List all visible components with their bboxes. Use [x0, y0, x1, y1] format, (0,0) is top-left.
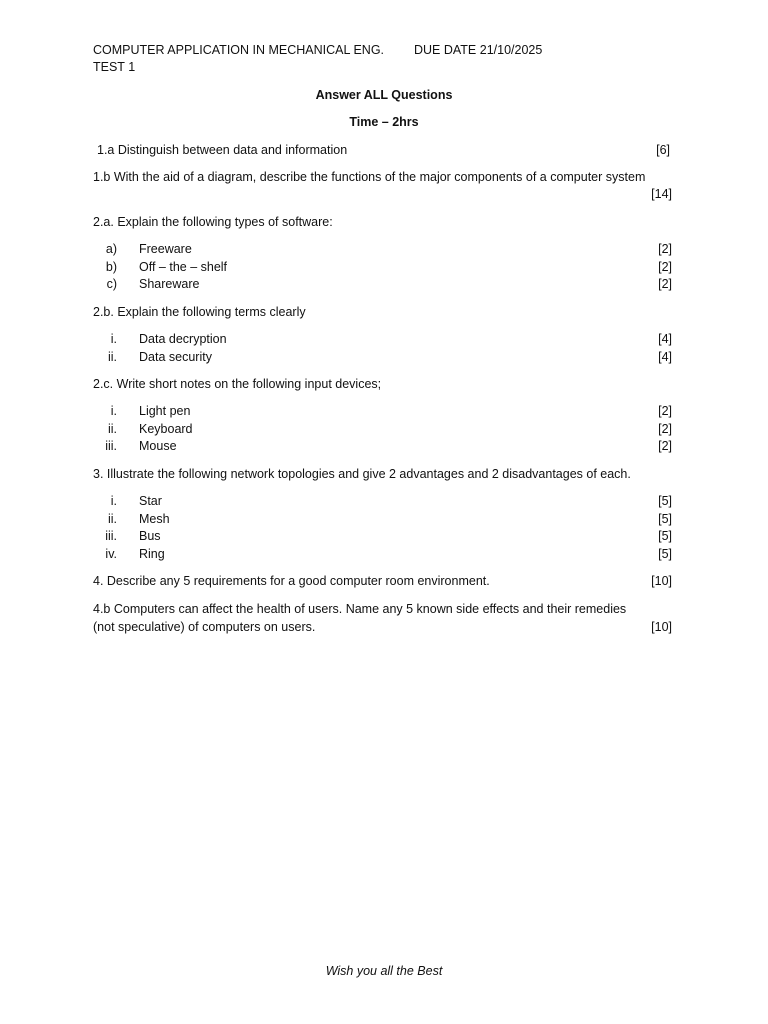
list-item-mark: [4]	[658, 332, 672, 346]
list-item: Data security	[139, 350, 212, 364]
list-label: ii.	[107, 422, 117, 436]
list-item: Keyboard	[139, 422, 193, 436]
list-label: ii.	[107, 350, 117, 364]
list-label: iii.	[105, 529, 117, 543]
question-4b-line2: (not speculative) of computers on users.	[93, 620, 316, 634]
question-2a: 2.a. Explain the following types of software:	[93, 215, 333, 229]
question-4: 4. Describe any 5 requirements for a good computer room environment.	[93, 574, 490, 588]
question-4b-line1: 4.b Computers can affect the health of users. Name any 5 known side effects and their remedies	[93, 602, 627, 616]
question-1a: 1.a Distinguish between data and information	[97, 143, 348, 157]
list-item-mark: [2]	[658, 422, 672, 436]
course-title: COMPUTER APPLICATION IN MECHANICAL ENG.	[93, 43, 385, 57]
question-4b-mark: [10]	[651, 620, 672, 634]
question-2c: 2.c. Write short notes on the following input devices;	[93, 377, 382, 391]
list-item-mark: [2]	[658, 439, 672, 453]
list-label: a)	[105, 242, 117, 256]
question-1a-mark: [6]	[656, 143, 670, 157]
list-label: iv.	[105, 547, 117, 561]
list-label: c)	[106, 277, 117, 291]
list-label: iii.	[105, 439, 117, 453]
list-item-mark: [5]	[658, 512, 672, 526]
list-item: Off – the – shelf	[139, 260, 228, 274]
question-1b-mark: [14]	[651, 187, 672, 201]
list-item: Freeware	[139, 242, 192, 256]
instruction-time: Time – 2hrs	[349, 115, 419, 129]
question-1b: 1.b With the aid of a diagram, describe the functions of the major components of a computer system	[93, 170, 646, 184]
instruction-answer-all: Answer ALL Questions	[315, 88, 453, 102]
list-item-mark: [5]	[658, 529, 672, 543]
list-item-mark: [2]	[658, 404, 672, 418]
list-item-mark: [4]	[658, 350, 672, 364]
list-item-mark: [2]	[658, 277, 672, 291]
list-item: Shareware	[139, 277, 200, 291]
list-label: i.	[110, 332, 117, 346]
list-item: Ring	[139, 547, 165, 561]
list-label: ii.	[107, 512, 117, 526]
question-4-mark: [10]	[651, 574, 672, 588]
footer-wishes: Wish you all the Best	[325, 964, 443, 978]
due-date: DUE DATE 21/10/2025	[414, 43, 543, 57]
question-2b: 2.b. Explain the following terms clearly	[93, 305, 306, 319]
list-item: Mouse	[139, 439, 177, 453]
list-item-mark: [5]	[658, 547, 672, 561]
list-label: i.	[110, 404, 117, 418]
test-label: TEST 1	[93, 60, 136, 74]
list-item: Mesh	[139, 512, 170, 526]
list-label: b)	[105, 260, 117, 274]
list-item-mark: [2]	[658, 242, 672, 256]
list-label: i.	[110, 494, 117, 508]
list-item: Light pen	[139, 404, 191, 418]
list-item: Star	[139, 494, 162, 508]
list-item-mark: [2]	[658, 260, 672, 274]
question-3: 3. Illustrate the following network topologies and give 2 advantages and 2 disadvantages of each.	[93, 467, 631, 481]
list-item: Data decryption	[139, 332, 227, 346]
list-item-mark: [5]	[658, 494, 672, 508]
list-item: Bus	[139, 529, 161, 543]
